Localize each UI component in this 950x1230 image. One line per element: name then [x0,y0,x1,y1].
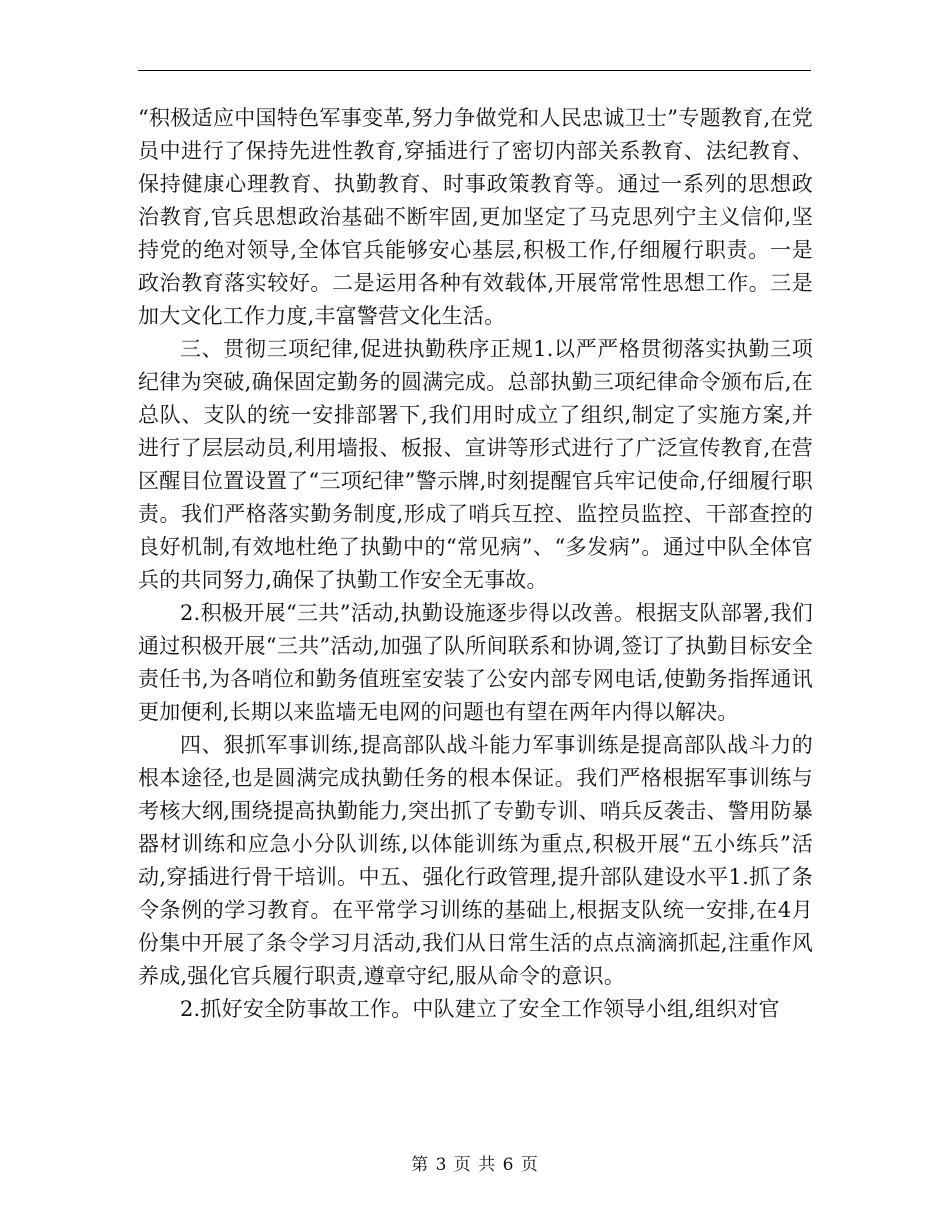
paragraph-5: 2.抓好安全防事故工作。中队建立了安全工作领导小组,组织对官 [180,997,780,1021]
header-rule [138,70,811,71]
page-number-footer: 第 3 页 共 6 页 [411,1155,539,1175]
paragraph-4: 四、狠抓军事训练,提高部队战斗能力军事训练是提高部队战斗力的根本途径,也是圆满完成执勤任务的根本保证。我们严格根据军事训练与考核大纲,围绕提高执勤能力,突出抓了专勤专训、哨兵反袭击、警用防暴器材训练和应急小分队训练,以体能训练为重点,积极开展“五小练兵”活动,穿插进行骨干培训。中五、强化行政管理,提升部队建设水平1.抓了条令条例的学习教育。在平常学习训练的基础上,根据支队统一安排,在4月份集中开展了条令学习月活动,我们从日常生活的点点滴滴抓起,注重作风养成,强化官兵履行职责,遵章守纪,服从命令的意识。 [138,733,813,988]
paragraph-3: 2.积极开展“三共”活动,执勤设施逐步得以改善。根据支队部署,我们通过积极开展“三共”活动,加强了队所间联系和协调,签订了执勤目标安全责任书,为各哨位和勤务值班室安装了公安内部专网电话,使勤务指挥通讯更加便利,长期以来监墙无电网的问题也有望在两年内得以解决。 [138,601,813,724]
paragraph-1: “积极适应中国特色军事变革,努力争做党和人民忠诚卫士”专题教育,在党员中进行了保持先进性教育,穿插进行了密切内部关系教育、法纪教育、保持健康心理教育、执勤教育、时事政策教育等。通过一系列的思想政治教育,官兵思想政治基础不断牢固,更加坚定了马克思列宁主义信仰,坚持党的绝对领导,全体官兵能够安心基层,积极工作,仔细履行职责。一是政治教育落实较好。二是运用各种有效载体,开展常常性思想工作。三是加大文化工作力度,丰富警营文化生活。 [138,106,813,328]
document-body [138,102,813,1026]
paragraph-2: 三、贯彻三项纪律,促进执勤秩序正规1.以严严格贯彻落实执勤三项纪律为突破,确保固定勤务的圆满完成。总部执勤三项纪律命令颁布后,在总队、支队的统一安排部署下,我们用时成立了组织,制定了实施方案,并进行了层层动员,利用墙报、板报、宣讲等形式进行了广泛宣传教育,在营区醒目位置设置了“三项纪律”警示牌,时刻提醒官兵牢记使命,仔细履行职责。我们严格落实勤务制度,形成了哨兵互控、监控员监控、干部查控的良好机制,有效地杜绝了执勤中的“常见病”、“多发病”。通过中队全体官兵的共同努力,确保了执勤工作安全无事故。 [138,337,813,592]
